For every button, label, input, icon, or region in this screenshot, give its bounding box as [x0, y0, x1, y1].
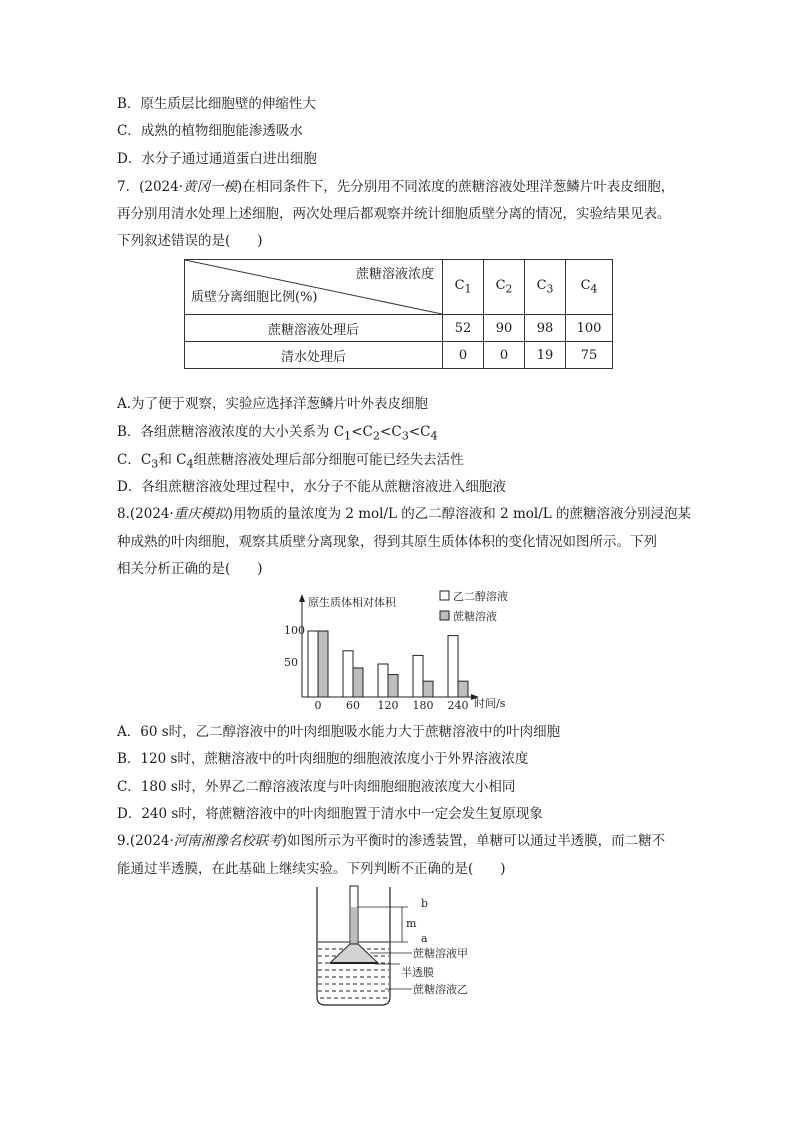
q8-option-d: D．240 s时，将蔗糖溶液中的叶肉细胞置于清水中一定会发生复原现象 [117, 806, 543, 822]
legend [440, 589, 508, 623]
bar-ethylene-glycol-60 [343, 651, 353, 697]
x-tick-label: 0 [314, 699, 322, 712]
table-corner-cell [185, 260, 443, 315]
q9-stem-line2: 能通过半透膜，在此基础上继续实验。下列判断不正确的是( ) [117, 861, 506, 877]
table-row [185, 315, 613, 342]
col-header-c1: $C_1$ [443, 260, 484, 315]
q8-option-c: C．180 s时，外界乙二醇溶液浓度与叶肉细胞细胞液浓度大小相同 [117, 779, 516, 795]
col-header-c2: $C_2$ [484, 260, 525, 315]
bar-sucrose-240 [458, 681, 468, 697]
corner-header-ratio: 质壁分离细胞比例(%) [191, 290, 318, 305]
label-b: b [421, 897, 429, 910]
table-row [185, 342, 613, 369]
q7-option-d: D．各组蔗糖溶液处理过程中，水分子不能从蔗糖溶液进入细胞液 [117, 479, 506, 495]
q8-option-a: A．60 s时，乙二醇溶液中的叶肉细胞吸水能力大于蔗糖溶液中的叶肉细胞 [117, 724, 561, 740]
x-tick-label: 240 [447, 699, 469, 712]
row-label: 清水处理后 [185, 342, 443, 369]
bar-ethylene-glycol-240 [448, 636, 458, 697]
x-tick-label: 120 [377, 699, 399, 712]
q7-stem-line3: 下列叙述错误的是( ) [117, 233, 263, 249]
q8-source: 重庆模拟 [173, 506, 228, 522]
x-axis-label: 时间/s [474, 697, 506, 710]
bar-group [308, 631, 468, 697]
bar-ethylene-glycol-0 [308, 631, 318, 697]
q6-option-b: B．原生质层比细胞壁的伸缩性大 [117, 96, 316, 112]
table-cell: 90 [484, 315, 525, 342]
q9-source: 河南湘豫名校联考 [173, 833, 282, 849]
label-m: m [406, 917, 417, 930]
q9-stem-line1: 9.(2024·河南湘豫名校联考)如图所示为平衡时的渗透装置，单糖可以通过半透膜，而二糖不 [117, 833, 666, 849]
corner-header-concentration: 蔗糖溶液浓度 [355, 267, 434, 282]
legend-label-ethylene-glycol: 乙二醇溶液 [453, 590, 508, 603]
q8-stem-line1: 8.(2024·重庆模拟)用物质的量浓度为 2 mol/L 的乙二醇溶液和 2 mol/L 的蔗糖溶液分别浸泡某 [117, 506, 692, 522]
legend-swatch-ethylene-glycol [440, 591, 449, 600]
bar-sucrose-0 [318, 631, 328, 697]
label-sucrose-solution-b: 蔗糖溶液乙 [413, 983, 468, 996]
table-cell: 19 [525, 342, 566, 369]
col-header-c3: $C_3$ [525, 260, 566, 315]
q7-table [184, 259, 613, 369]
q6-option-d: D．水分子通过通道蛋白进出细胞 [117, 151, 317, 167]
table-cell: 75 [566, 342, 613, 369]
label-a: a [421, 932, 428, 945]
q8-option-b: B．120 s时，蔗糖溶液中的叶肉细胞的细胞液浓度小于外界溶液浓度 [117, 751, 529, 767]
table-cell: 0 [484, 342, 525, 369]
q8-bar-chart [270, 585, 520, 715]
x-tick-label: 60 [346, 699, 360, 712]
label-sucrose-solution-a: 蔗糖溶液甲 [413, 947, 468, 960]
bar-sucrose-60 [353, 668, 363, 697]
col-header-c4: $C_4$ [566, 260, 613, 315]
bar-sucrose-180 [423, 681, 433, 697]
legend-label-sucrose: 蔗糖溶液 [453, 610, 497, 623]
q7-stem-line2: 再分别用清水处理上述细胞，两次处理后都观察并统计细胞质壁分离的情况，实验结果见表。 [117, 206, 671, 222]
q9-osmosis-apparatus [300, 885, 500, 1010]
y-tick-label: 50 [284, 656, 298, 669]
q7-option-a: A.为了便于观察，实验应选择洋葱鳞片叶外表皮细胞 [117, 396, 429, 412]
bar-ethylene-glycol-180 [413, 655, 423, 697]
row-label: 蔗糖溶液处理后 [185, 315, 443, 342]
funnel-body [330, 944, 378, 963]
q6-option-c: C．成熟的植物细胞能渗透吸水 [117, 123, 303, 139]
q7-stem-line1: 7．(2024·黄冈一模)在相同条件下，先分别用不同浓度的蔗糖溶液处理洋葱鳞片叶表皮细胞， [117, 179, 675, 195]
table-cell: 98 [525, 315, 566, 342]
table-cell: 100 [566, 315, 613, 342]
label-semipermeable-membrane: 半透膜 [401, 966, 434, 979]
bar-sucrose-120 [388, 675, 398, 697]
y-tick-label: 100 [284, 624, 305, 637]
tube-liquid [351, 907, 357, 944]
q7-option-b: B．各组蔗糖溶液浓度的大小关系为 $C_1<C_2<C_3<C_4$ [117, 424, 438, 443]
q8-stem-line2: 种成熟的叶肉细胞，观察其质壁分离现象，得到其原生质体体积的变化情况如图所示。下列 [117, 534, 657, 550]
y-axis-label: 原生质体相对体积 [308, 596, 396, 609]
q8-stem-line3: 相关分析正确的是( ) [117, 561, 263, 577]
q7-option-c: C．$C_3$和 $C_4$组蔗糖溶液处理后部分细胞可能已经失去活性 [117, 452, 464, 471]
table-cell: 52 [443, 315, 484, 342]
x-tick-labels [315, 699, 469, 712]
table-cell: 0 [443, 342, 484, 369]
bar-ethylene-glycol-120 [378, 664, 388, 697]
x-tick-label: 180 [412, 699, 434, 712]
q7-source: 黄冈一模 [183, 179, 238, 195]
legend-swatch-sucrose [440, 611, 449, 620]
